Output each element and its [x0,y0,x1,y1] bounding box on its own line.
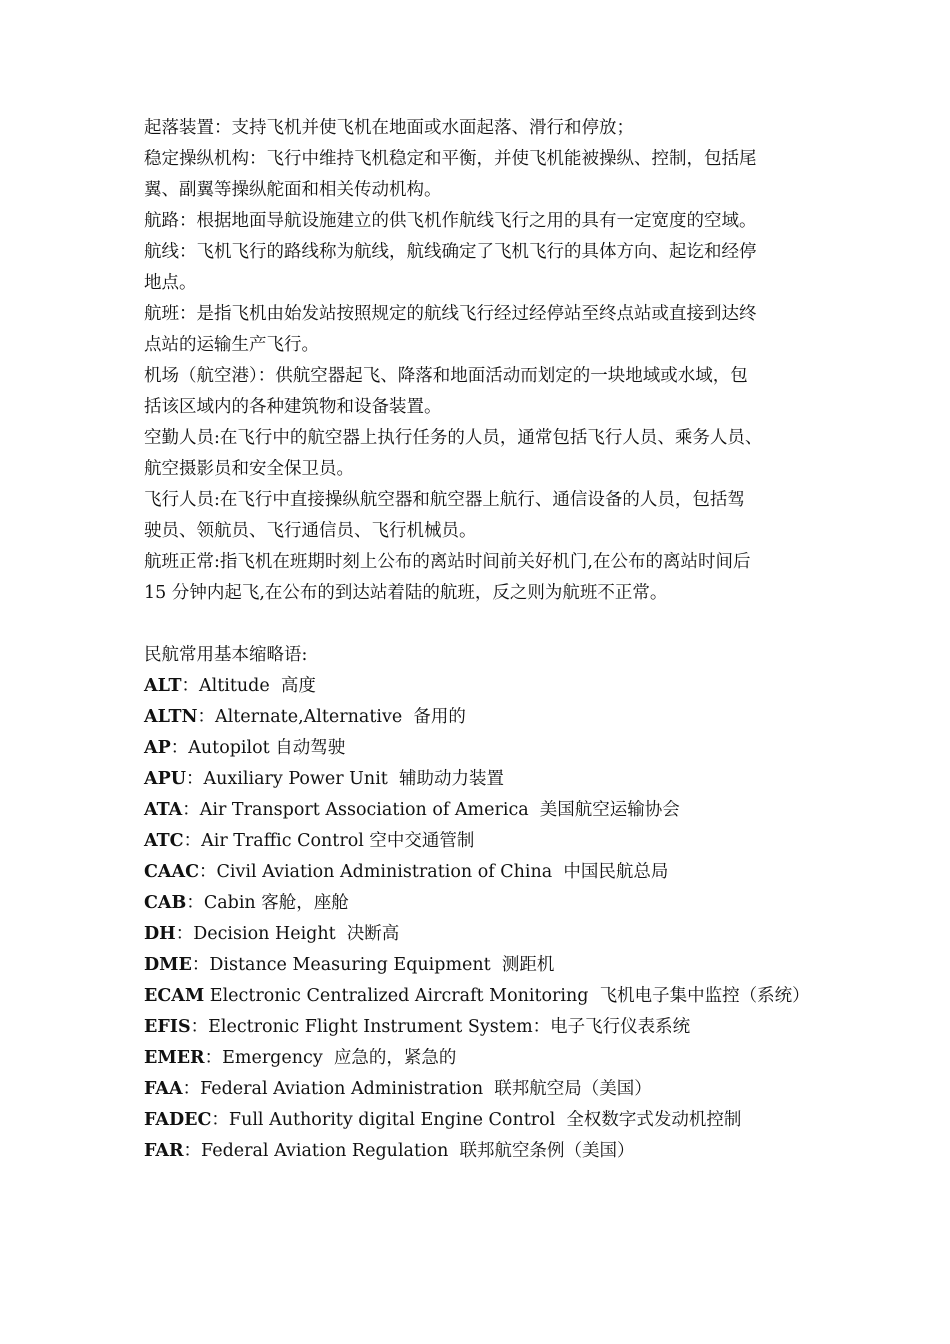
abbreviation-description: Electronic Flight Instrument System：电子飞行仪表系统 [208,1017,691,1037]
abbreviation-description: Federal Aviation Administration 联邦航空局（美国） [200,1079,652,1099]
definition-line: 点站的运输生产飞行。 [144,335,319,355]
definition-line: 飞行人员:在飞行中直接操纵航空器和航空器上航行、通信设备的人员，包括驾 [144,490,745,510]
abbreviation-item [144,1105,816,1136]
definition-line: 机场（航空港）：供航空器起飞、降落和地面活动而划定的一块地域或水域，包 [144,366,748,386]
abbreviation-code: ALT [144,676,182,696]
definition-line: 15 分钟内起飞,在公布的到达站着陆的航班，反之则为航班不正常。 [144,583,668,603]
definition-line: 航路：根据地面导航设施建立的供飞机作航线飞行之用的具有一定宽度的空域。 [144,211,757,231]
abbreviation-code: ALTN [144,707,198,727]
abbreviation-separator: ： [186,769,204,789]
abbreviation-code: FAR [144,1141,184,1161]
abbreviation-separator: ： [183,831,202,851]
abbreviation-item [144,1074,816,1105]
definition-line: 航线：飞机飞行的路线称为航线，航线确定了飞机飞行的具体方向、起讫和经停 [144,242,757,262]
abbreviation-description: Altitude 高度 [198,676,316,696]
abbreviation-code: CAAC [144,862,200,882]
abbreviation-separator: ： [182,1079,201,1099]
abbreviation-separator: ： [204,1048,223,1068]
definition-line: 稳定操纵机构：飞行中维持飞机稳定和平衡，并使飞机能被操纵、控制，包括尾 [144,149,757,169]
abbreviation-item [144,1012,816,1043]
abbreviation-description: Civil Aviation Administration of China 中国民航总局 [216,862,669,882]
abbreviation-code: DH [144,924,176,944]
abbreviation-item [144,857,816,888]
abbreviation-description: Electronic Centralized Aircraft Monitoring 飞机电子集中监控（系统） [209,986,810,1006]
definition-paragraph [144,547,816,609]
abbreviation-item [144,1043,816,1074]
abbreviation-code: APU [144,769,186,789]
abbreviation-separator: ： [183,1141,202,1161]
abbreviation-code: CAB [144,893,187,913]
abbreviation-description: Air Traffic Control 空中交通管制 [201,831,475,851]
abbreviation-separator: ： [170,738,189,758]
abbreviation-separator: ： [191,955,210,975]
abbreviation-separator: ： [186,893,204,913]
document-page [144,113,816,1167]
definitions-section [144,113,816,609]
abbreviation-item [144,826,816,857]
abbreviation-description: Alternate,Alternative 备用的 [214,707,466,727]
definition-line: 空勤人员:在飞行中的航空器上执行任务的人员，通常包括飞行人员、乘务人员、 [144,428,763,448]
definition-paragraph [144,237,816,299]
abbreviation-item [144,671,816,702]
definition-line: 航班正常:指飞机在班期时刻上公布的离站时间前关好机门,在公布的离站时间后 [144,552,751,572]
definition-line: 航班：是指飞机由始发站按照规定的航线飞行经过经停站至终点站或直接到达终 [144,304,757,324]
abbreviation-item [144,764,816,795]
abbreviation-code: DME [144,955,192,975]
definition-line: 起落装置：支持飞机并使飞机在地面或水面起落、滑行和停放； [144,118,634,138]
abbreviation-item [144,733,816,764]
definition-paragraph [144,299,816,361]
definition-line: 翼、副翼等操纵舵面和相关传动机构。 [144,180,442,200]
abbreviation-code: ECAM [144,986,205,1006]
abbreviation-item [144,888,816,919]
abbreviation-description: Air Transport Association of America 美国航空运输协会 [199,800,680,820]
abbreviations-title: 民航常用基本缩略语: [144,645,308,665]
abbreviation-description: Auxiliary Power Unit 辅助动力装置 [203,769,504,789]
abbreviation-item [144,1136,816,1167]
abbreviation-separator: ： [211,1110,229,1130]
abbreviation-code: EFIS [144,1017,191,1037]
abbreviation-description: Federal Aviation Regulation 联邦航空条例（美国） [201,1141,635,1161]
definition-line: 驶员、领航员、飞行通信员、飞行机械员。 [144,521,477,541]
definition-paragraph [144,423,816,485]
abbreviation-separator: ： [175,924,194,944]
abbreviation-item [144,950,816,981]
definition-paragraph [144,206,816,237]
abbreviation-description: Cabin 客舱，座舱 [203,893,349,913]
abbreviation-separator: ： [182,800,200,820]
definition-line: 航空摄影员和安全保卫员。 [144,459,354,479]
abbreviation-item [144,795,816,826]
abbreviation-code: AP [144,738,171,758]
abbreviation-separator: ： [197,707,215,727]
abbreviation-description: Emergency 应急的，紧急的 [222,1048,457,1068]
abbreviation-separator: ： [181,676,199,696]
abbreviation-item [144,702,816,733]
definition-paragraph [144,485,816,547]
abbreviation-separator: ： [190,1017,209,1037]
abbreviation-item [144,981,816,1012]
abbreviation-description: Decision Height 决断高 [193,924,400,944]
definition-paragraph [144,361,816,423]
section-gap [144,609,816,640]
abbreviation-separator: ： [199,862,217,882]
abbreviation-description: Full Authority digital Engine Control 全权数字式发动机控制 [228,1110,742,1130]
definition-line: 括该区域内的各种建筑物和设备装置。 [144,397,442,417]
abbreviation-item [144,919,816,950]
abbreviation-code: ATA [144,800,183,820]
abbreviation-description: Autopilot 自动驾驶 [188,738,346,758]
definition-line: 地点。 [144,273,197,293]
abbreviation-code: EMER [144,1048,205,1068]
abbreviation-code: ATC [144,831,184,851]
abbreviation-description: Distance Measuring Equipment 测距机 [209,955,555,975]
abbreviation-code: FAA [144,1079,183,1099]
abbreviations-list [144,671,816,1167]
abbreviation-code: FADEC [144,1110,212,1130]
definition-paragraph [144,144,816,206]
definition-paragraph [144,113,816,144]
